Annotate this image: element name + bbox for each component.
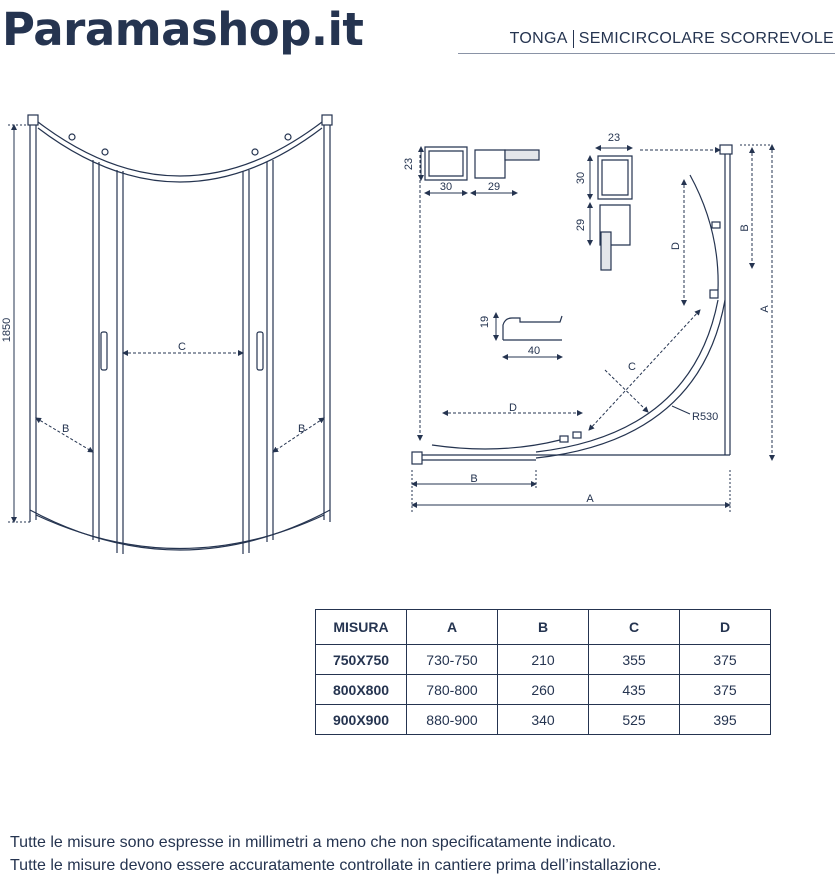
table-cell: 340 <box>498 705 589 735</box>
plan-radius-label: R530 <box>692 411 719 423</box>
table-header-d: D <box>680 610 771 645</box>
front-b-right-label: B <box>298 423 306 435</box>
table-cell: 210 <box>498 645 589 675</box>
plan-b-horizontal-label: B <box>470 473 478 485</box>
table-cell: 750X750 <box>316 645 407 675</box>
profile-top <box>421 147 539 193</box>
note-check: Tutte le misure devono essere accuratamente controllate in cantiere prima dell’installazione. <box>10 857 662 874</box>
front-view <box>28 115 332 554</box>
plan-a-horizontal-label: A <box>586 493 594 505</box>
profile-side <box>590 148 632 270</box>
product-model: TONGA <box>509 30 568 47</box>
plan-b-vertical-label: B <box>739 224 751 232</box>
profile-bottom-dim2: 40 <box>527 345 541 357</box>
height-label: 1850 <box>1 317 13 343</box>
profile-side-dim3: 29 <box>575 218 587 232</box>
table-cell: 900X900 <box>316 705 407 735</box>
table-cell: 525 <box>589 705 680 735</box>
profile-top-dim3: 29 <box>487 181 501 193</box>
table-cell: 395 <box>680 705 771 735</box>
table-cell: 375 <box>680 675 771 705</box>
table-cell: 260 <box>498 675 589 705</box>
profile-side-dim2: 30 <box>575 171 587 185</box>
note-units: Tutte le misure sono espresse in millimetri a meno che non specificatamente indicato. <box>10 834 616 851</box>
table-header-row <box>316 610 771 645</box>
plan-d-horizontal-label: D <box>509 402 517 414</box>
footnotes <box>10 831 661 877</box>
front-b-dimensions <box>36 418 324 452</box>
table-header-a: A <box>407 610 498 645</box>
front-c-label: C <box>178 341 186 353</box>
product-type: SEMICIRCOLARE SCORREVOLE <box>578 30 834 47</box>
table-cell: 780-800 <box>407 675 498 705</box>
table-cell: 375 <box>680 645 771 675</box>
plan-d-vertical-label: D <box>670 242 682 250</box>
table-cell: 880-900 <box>407 705 498 735</box>
table-cell: 730-750 <box>407 645 498 675</box>
table-row <box>316 645 771 675</box>
table-cell: 435 <box>589 675 680 705</box>
front-b-left-label: B <box>62 423 70 435</box>
profile-bottom-dim1: 19 <box>479 315 491 329</box>
table-row <box>316 705 771 735</box>
table-cell: 355 <box>589 645 680 675</box>
profile-side-dim1: 23 <box>607 132 621 144</box>
brand-logo: Paramashop.it <box>2 3 364 56</box>
plan-a-vertical-label: A <box>759 305 771 313</box>
profile-top-dim1: 23 <box>403 157 415 171</box>
table-header-misura: MISURA <box>316 610 407 645</box>
table-cell: 800X800 <box>316 675 407 705</box>
table-header-b: B <box>498 610 589 645</box>
size-table <box>315 609 771 735</box>
table-header-c: C <box>589 610 680 645</box>
profile-top-dim2: 30 <box>439 181 453 193</box>
table-row <box>316 675 771 705</box>
plan-c-label: C <box>628 361 636 373</box>
